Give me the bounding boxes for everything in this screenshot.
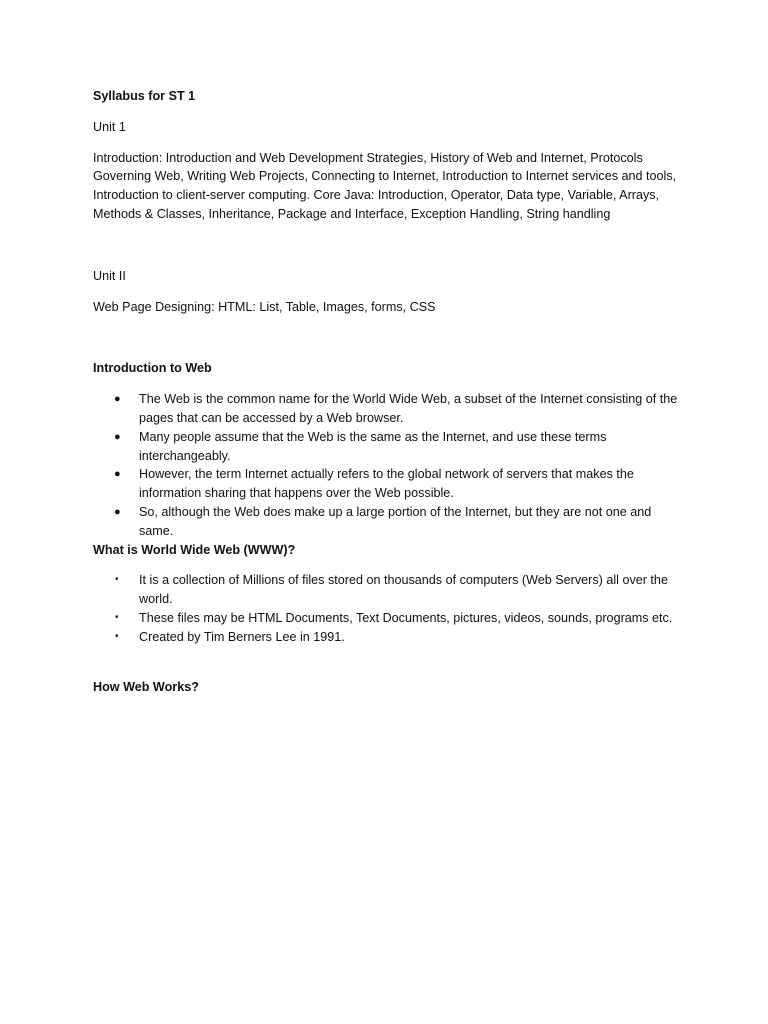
list-item-text: However, the term Internet actually refers to the global network of servers that makes the information sharing that happens over the Web possible. [139, 467, 634, 501]
list-item [93, 465, 678, 503]
list-item [93, 609, 678, 628]
bullet-icon: • [115, 630, 119, 642]
list-item [93, 428, 678, 466]
bullet-icon: ● [114, 393, 121, 406]
bullet-icon: • [115, 611, 119, 623]
document-page [93, 87, 678, 696]
list-item [93, 503, 678, 541]
list-item [93, 628, 678, 647]
list-item-text: So, although the Web does make up a large portion of the Internet, but they are not one and same. [139, 504, 652, 538]
unit-2-content: Web Page Designing: HTML: List, Table, Images, forms, CSS [93, 299, 436, 314]
unit-2-label: Unit II [93, 268, 126, 283]
bullet-icon: • [115, 574, 119, 586]
intro-to-web-list [93, 390, 678, 540]
intro-to-web-heading: Introduction to Web [93, 361, 212, 376]
bullet-icon: ● [114, 430, 121, 443]
list-item-text: These files may be HTML Documents, Text Documents, pictures, videos, sounds, programs etc. [139, 610, 673, 625]
bullet-icon: ● [114, 505, 121, 518]
list-item-text: Created by Tim Berners Lee in 1991. [139, 629, 345, 644]
list-item [93, 571, 678, 609]
list-item-text: The Web is the common name for the World Wide Web, a subset of the Internet consisting of the pages that can be accessed by a Web browser. [139, 392, 678, 425]
www-heading: What is World Wide Web (WWW)? [93, 542, 296, 557]
document-title: Syllabus for ST 1 [93, 89, 196, 103]
unit-1-label: Unit 1 [93, 119, 126, 134]
list-item-text: Many people assume that the Web is the same as the Internet, and use these terms interchangeably. [139, 429, 607, 463]
bullet-icon: ● [114, 468, 121, 481]
list-item [93, 390, 678, 428]
list-item-text: It is a collection of Millions of files stored on thousands of computers (Web Servers) all over the world. [139, 573, 668, 607]
unit-1-content: Introduction: Introduction and Web Development Strategies, History of Web and Internet, Protocols Governing Web, Writing Web Projects, Connecting to Internet, Introduction to Internet services and tools, Introduction to client-server computing. Core Java: Introduction, Operator, Data type, Variable, Arrays, Methods & Classes, Inheritance, Package and Interface, Exception Handling, String handling [93, 150, 677, 221]
www-list [93, 571, 678, 646]
how-web-works-heading: How Web Works? [93, 679, 199, 694]
